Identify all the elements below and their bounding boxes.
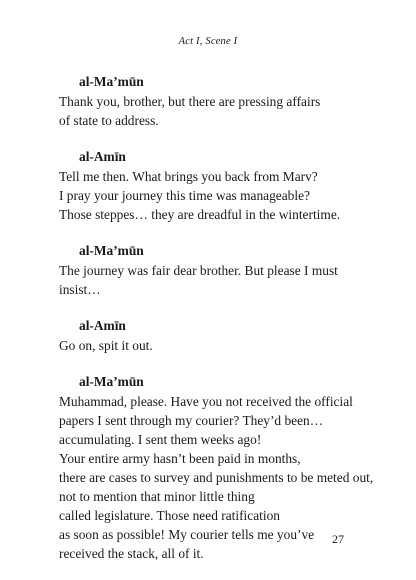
speech-block [59, 72, 379, 130]
dialogue-line: received the stack, all of it. [59, 546, 204, 561]
dialogue-line: called legislature. Those need ratification [59, 508, 280, 523]
dialogue-line: Muhammad, please. Have you not received the official [59, 394, 353, 409]
dialogue-line: papers I sent through my courier? They’d been… [59, 413, 324, 428]
speaker-name: al-Amīn [79, 318, 126, 333]
dialogue-line: Your entire army hasn’t been paid in months, [59, 451, 301, 466]
page-number: 27 [332, 532, 344, 546]
speaker-name: al-Ma’mūn [79, 374, 144, 389]
dialogue-line: The journey was fair dear brother. But please I must [59, 263, 338, 278]
speaker-name: al-Amīn [79, 149, 126, 164]
dialogue-line: Tell me then. What brings you back from Marv? [59, 169, 318, 184]
dialogue-line: of state to address. [59, 113, 159, 128]
dialogue-line: Thank you, brother, but there are pressing affairs [59, 94, 321, 109]
dialogue-line: I pray your journey this time was manageable? [59, 188, 310, 203]
speech-block [59, 147, 379, 224]
dialogue-line: not to mention that minor little thing [59, 489, 255, 504]
speech-block [59, 241, 379, 299]
running-head: Act I, Scene I [178, 36, 238, 47]
dialogue-line: Those steppes… they are dreadful in the wintertime. [59, 207, 341, 222]
dialogue-line: insist… [59, 282, 101, 297]
dialogue-line: Go on, spit it out. [59, 338, 153, 353]
dialogue-body [59, 72, 379, 580]
speaker-name: al-Ma’mūn [79, 74, 144, 89]
speech-block [59, 316, 379, 355]
speaker-name: al-Ma’mūn [79, 243, 144, 258]
speech-block [59, 372, 379, 563]
dialogue-line: accumulating. I sent them weeks ago! [59, 432, 262, 447]
dialogue-line: as soon as possible! My courier tells me you’ve [59, 527, 315, 542]
dialogue-line: there are cases to survey and punishments to be meted out, [59, 470, 374, 485]
